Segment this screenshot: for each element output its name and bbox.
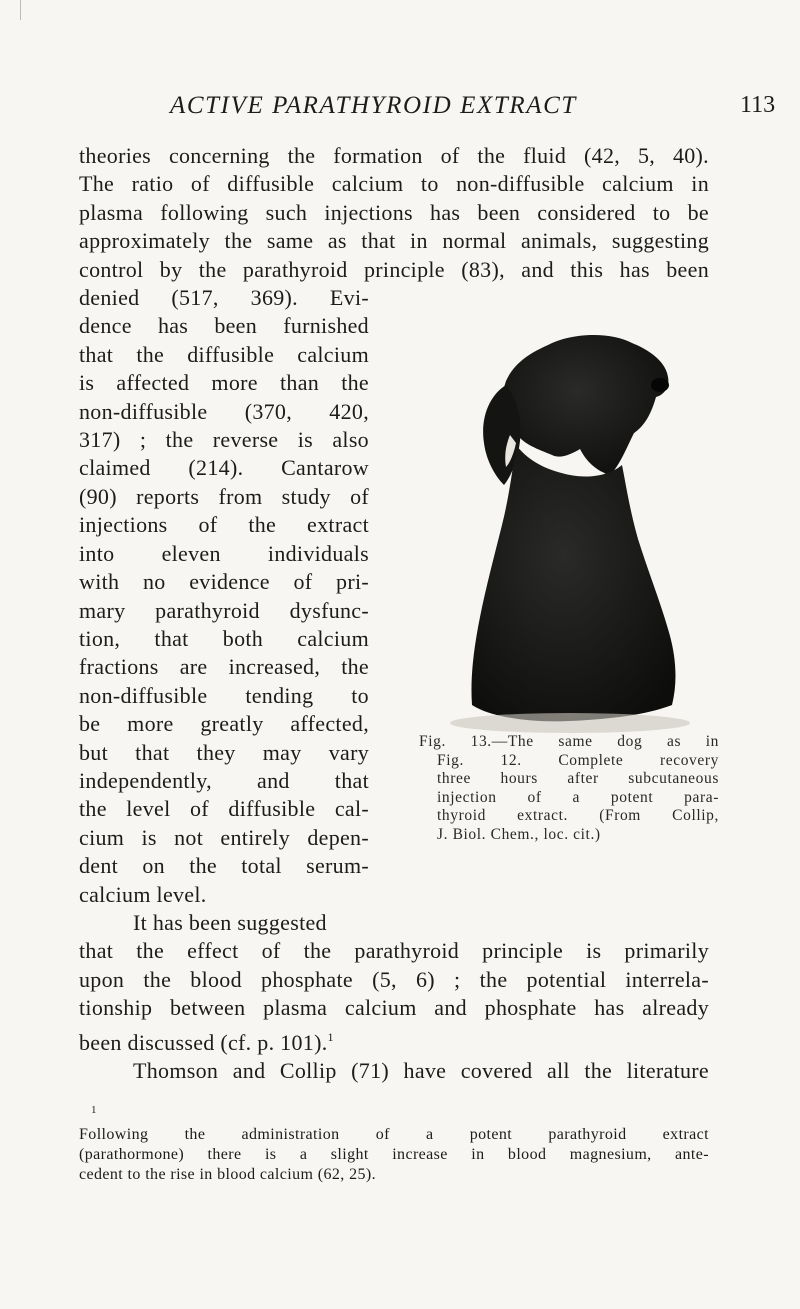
body-line: plasma following such injections has been considered to be <box>79 199 709 225</box>
body-line: denied (517, 369). Evi- <box>79 285 369 311</box>
body-line: theories concerning the formation of the fluid (42, 5, 40). <box>79 143 709 168</box>
body-line: tion, that both calcium <box>79 625 369 651</box>
body-line: upon the blood phosphate (5, 6) ; the potential interrela- <box>79 966 709 992</box>
dog-photograph <box>420 325 720 740</box>
wrapped-text-column <box>79 284 369 937</box>
caption-line: J. Biol. Chem., loc. cit.) <box>437 825 601 843</box>
footnote-line: cedent to the rise in blood calcium (62, 25). <box>79 1166 377 1183</box>
page-edge-mark <box>20 0 21 20</box>
body-line: approximately the same as that in normal animals, suggesting <box>79 228 709 254</box>
body-line: fractions are increased, the <box>79 654 369 680</box>
caption-line: Fig. 12. Complete recovery <box>437 751 719 769</box>
body-line: 317) ; the reverse is also <box>79 427 369 453</box>
caption-line: thyroid extract. (From Collip, <box>437 807 719 824</box>
body-line: the level of diffusible cal- <box>79 796 369 822</box>
body-line: calcium level. <box>79 881 207 907</box>
body-line: mary parathyroid dysfunc- <box>79 597 369 623</box>
body-line: but that they may vary <box>79 739 369 765</box>
caption-line: three hours after subcutaneous <box>437 770 719 787</box>
body-line: non-diffusible (370, 420, <box>79 398 369 424</box>
footnote <box>79 1100 709 1185</box>
running-head: ACTIVE PARATHYROID EXTRACT <box>170 92 577 119</box>
body-line: tionship between plasma calcium and phosphate has already <box>79 995 709 1021</box>
body-line: non-diffusible tending to <box>79 682 369 708</box>
body-line: with no evidence of pri- <box>79 569 369 595</box>
body-line: be more greatly affected, <box>79 711 369 737</box>
body-line: injections of the extract <box>79 512 369 538</box>
footnote-text: Following the administration of a potent parathyroid extract <box>79 1126 709 1143</box>
body-line: into eleven individuals <box>79 540 369 566</box>
body-line-text: been discussed (cf. p. 101). <box>79 1029 328 1055</box>
body-line: dence has been furnished <box>79 313 369 339</box>
dog-silhouette-image <box>420 325 720 740</box>
body-line: that the diffusible calcium <box>79 341 369 367</box>
body-line: is affected more than the <box>79 370 369 396</box>
body-line: claimed (214). Cantarow <box>79 455 369 481</box>
body-line: Thomson and Collip (71) have covered all the literature <box>133 1058 709 1083</box>
body-line: (90) reports from study of <box>79 483 369 509</box>
body-line: dent on the total serum- <box>79 853 369 879</box>
body-line: It has been suggested <box>133 909 327 935</box>
body-line: control by the parathyroid principle (83), and this has been <box>79 256 709 282</box>
body-line: independently, and that <box>79 767 369 793</box>
footnote-reference: 1 <box>327 1029 334 1044</box>
footnote-marker: 1 <box>91 1104 97 1116</box>
footnote-line: (parathormone) there is a slight increase in blood magnesium, ante- <box>79 1146 709 1163</box>
body-line <box>79 1023 709 1057</box>
page-number: 113 <box>740 92 776 118</box>
body-line: The ratio of diffusible calcium to non-diffusible calcium in <box>79 171 709 197</box>
body-line: cium is not entirely depen- <box>79 824 369 850</box>
caption-line: Fig. 13.—The same dog as in <box>419 733 719 750</box>
caption-line: injection of a potent para- <box>437 788 719 806</box>
footnote-line <box>79 1100 709 1145</box>
body-line: that the effect of the parathyroid principle is primarily <box>79 938 709 964</box>
figure-caption <box>419 733 719 844</box>
